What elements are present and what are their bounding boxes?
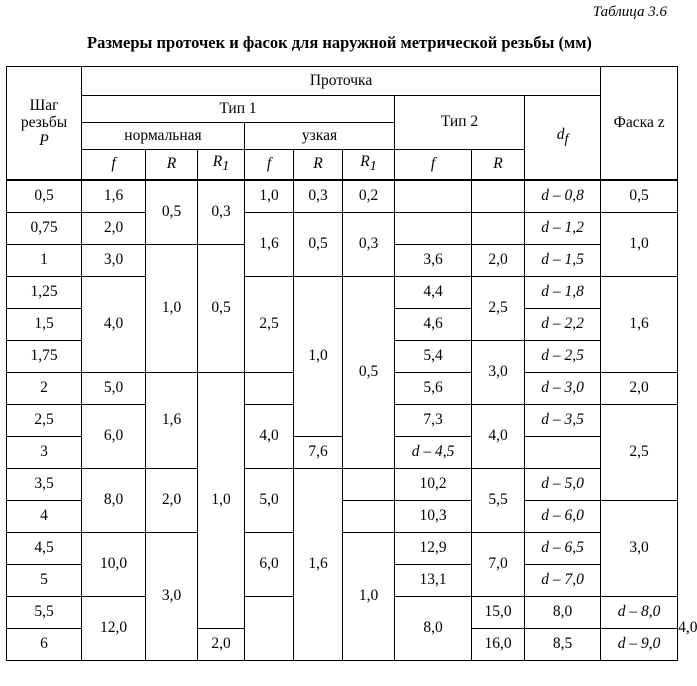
df-cell: d – 4,5 [395, 437, 472, 469]
step-cell: 2 [7, 373, 82, 405]
normal-f-cell: 6,0 [82, 405, 146, 469]
df-cell: d – 6,5 [525, 533, 601, 565]
narrow-f-cell: 1,6 [245, 213, 294, 277]
type2-R-cell: 7,0 [472, 533, 525, 597]
chamfer-cell: 3,0 [601, 501, 678, 597]
table-row [7, 180, 678, 213]
type2-f-cell [395, 180, 472, 213]
normal-R1-cell: 1,0 [198, 373, 245, 629]
type2-R-cell: 3,0 [472, 341, 525, 405]
table-row [7, 277, 678, 309]
narrow-f-cell: 8,0 [395, 597, 472, 661]
narrow-R1-cell: 0,3 [343, 213, 395, 277]
df-cell: d – 9,0 [601, 629, 678, 661]
step-cell: 2,5 [7, 405, 82, 437]
narrow-f-cell: 6,0 [245, 533, 294, 597]
normal-R-cell: 0,5 [146, 180, 198, 245]
narrow-R-cell: 2,0 [198, 629, 245, 661]
type2-R-cell: 5,5 [472, 469, 525, 533]
type2-f-cell: 10,2 [395, 469, 472, 501]
table-row [7, 533, 678, 565]
narrow-f-cell: 4,0 [245, 405, 294, 469]
type2-f-cell: 5,6 [395, 373, 472, 405]
normal-f-cell: 10,0 [82, 533, 146, 597]
type2-f-cell: 16,0 [472, 629, 525, 661]
df-cell: d – 2,5 [525, 341, 601, 373]
type2-f-cell: 12,9 [395, 533, 472, 565]
step-cell: 3 [7, 437, 82, 469]
header-narrow-f: f [245, 150, 294, 181]
header-normal: нормальная [82, 123, 245, 150]
step-cell: 6 [7, 629, 82, 661]
normal-f-cell: 4,0 [82, 277, 146, 373]
df-cell: d – 6,0 [525, 501, 601, 533]
step-cell: 1 [7, 245, 82, 277]
narrow-R1-cell: 0,5 [343, 277, 395, 469]
type2-R-cell [472, 180, 525, 213]
df-cell: d – 3,0 [525, 373, 601, 405]
normal-R1-cell: 0,3 [198, 180, 245, 245]
chamfer-cell: 1,6 [601, 277, 678, 373]
header-narrow: узкая [245, 123, 395, 150]
normal-R-cell: 2,0 [146, 469, 198, 533]
normal-f-cell: 8,0 [82, 469, 146, 533]
header-type2-f: f [395, 150, 472, 181]
type2-f-cell: 3,6 [395, 245, 472, 277]
narrow-f-cell [245, 373, 294, 405]
type2-f-cell: 15,0 [472, 597, 525, 629]
type2-f-cell: 4,4 [395, 277, 472, 309]
normal-f-cell: 1,6 [82, 180, 146, 213]
table-caption: Таблица 3.6 [592, 4, 667, 20]
narrow-f-cell: 2,5 [245, 277, 294, 373]
table-row [7, 469, 678, 501]
narrow-f-cell: 1,0 [245, 180, 294, 213]
normal-R1-cell: 0,5 [198, 245, 245, 373]
header-type2: Тип 2 [395, 96, 525, 150]
header-narrow-R: R [294, 150, 343, 181]
header-normal-R1: $R_1$ [198, 150, 245, 181]
step-cell: 0,75 [7, 213, 82, 245]
narrow-R1-cell: 1,0 [343, 533, 395, 661]
type2-f-cell: 7,6 [294, 437, 343, 469]
normal-f-cell: 3,0 [82, 245, 146, 277]
step-cell: 0,5 [7, 180, 82, 213]
normal-f-cell: 2,0 [82, 213, 146, 245]
type2-R-cell: 4,0 [472, 405, 525, 469]
step-cell: 1,5 [7, 309, 82, 341]
chamfer-cell: 0,5 [601, 180, 678, 213]
normal-f-cell: 12,0 [82, 597, 146, 661]
type2-f-cell: 7,3 [395, 405, 472, 437]
step-cell: 1,75 [7, 341, 82, 373]
narrow-f-cell: 5,0 [245, 469, 294, 533]
table-row: 5,5 12,0 8,0 15,0 8,0 d – 8,0 4,0 [7, 597, 678, 629]
header-df: $d_f$ [525, 96, 601, 181]
type2-R-cell: 2,5 [472, 277, 525, 341]
type2-f-cell [395, 213, 472, 245]
type2-f-cell: 4,6 [395, 309, 472, 341]
narrow-R-cell: 0,5 [294, 213, 343, 277]
table-title: Размеры проточек и фасок для наружной метрической резьбы (мм) [87, 33, 592, 52]
chamfer-cell: 2,0 [601, 373, 678, 405]
step-cell: 3,5 [7, 469, 82, 501]
header-type2-R: R [472, 150, 525, 181]
df-cell: d – 1,8 [525, 277, 601, 309]
step-cell: 4,5 [7, 533, 82, 565]
narrow-R1-cell [343, 469, 395, 501]
narrow-R-cell: 1,0 [294, 277, 343, 437]
header-step: Шаг резьбы P [7, 67, 82, 181]
df-cell: d – 5,0 [525, 469, 601, 501]
df-cell: d – 1,5 [525, 245, 601, 277]
normal-R-cell: 1,6 [146, 373, 198, 469]
type2-f-cell: 13,1 [395, 565, 472, 597]
step-cell: 5 [7, 565, 82, 597]
df-cell: d – 0,8 [525, 180, 601, 213]
type2-f-cell: 5,4 [395, 341, 472, 373]
groove-dimensions-table [6, 66, 697, 661]
type2-R-cell: 8,0 [525, 597, 601, 629]
normal-R1-cell [245, 597, 294, 661]
header-groove: Проточка [82, 67, 601, 96]
narrow-R-cell: 0,3 [294, 180, 343, 213]
df-cell: d – 8,0 [601, 597, 678, 629]
normal-R-cell: 3,0 [146, 533, 198, 661]
df-cell: d – 2,2 [525, 309, 601, 341]
type2-R-cell: 2,0 [472, 245, 525, 277]
narrow-R-cell: 1,6 [294, 469, 343, 661]
df-cell: d – 1,2 [525, 213, 601, 245]
chamfer-cell: 1,0 [601, 213, 678, 277]
step-cell: 1,25 [7, 277, 82, 309]
header-chamfer: Фаска z [601, 67, 678, 181]
type2-R-cell [472, 213, 525, 245]
narrow-R1-cell: 0,2 [343, 180, 395, 213]
header-normal-f: f [82, 150, 146, 181]
chamfer-cell: 2,5 [601, 405, 678, 501]
header-type1: Тип 1 [82, 96, 395, 123]
normal-R-cell: 1,0 [146, 245, 198, 373]
header-narrow-R1: $R_1$ [343, 150, 395, 181]
type2-f-cell: 10,3 [395, 501, 472, 533]
step-cell: 4 [7, 501, 82, 533]
narrow-R1-cell [343, 501, 395, 533]
df-cell: d – 7,0 [525, 565, 601, 597]
df-cell: d – 3,5 [525, 405, 601, 437]
type2-R-cell: 8,5 [525, 629, 601, 661]
normal-f-cell: 5,0 [82, 373, 146, 405]
header-normal-R: R [146, 150, 198, 181]
step-cell: 5,5 [7, 597, 82, 629]
table-row [7, 213, 678, 245]
